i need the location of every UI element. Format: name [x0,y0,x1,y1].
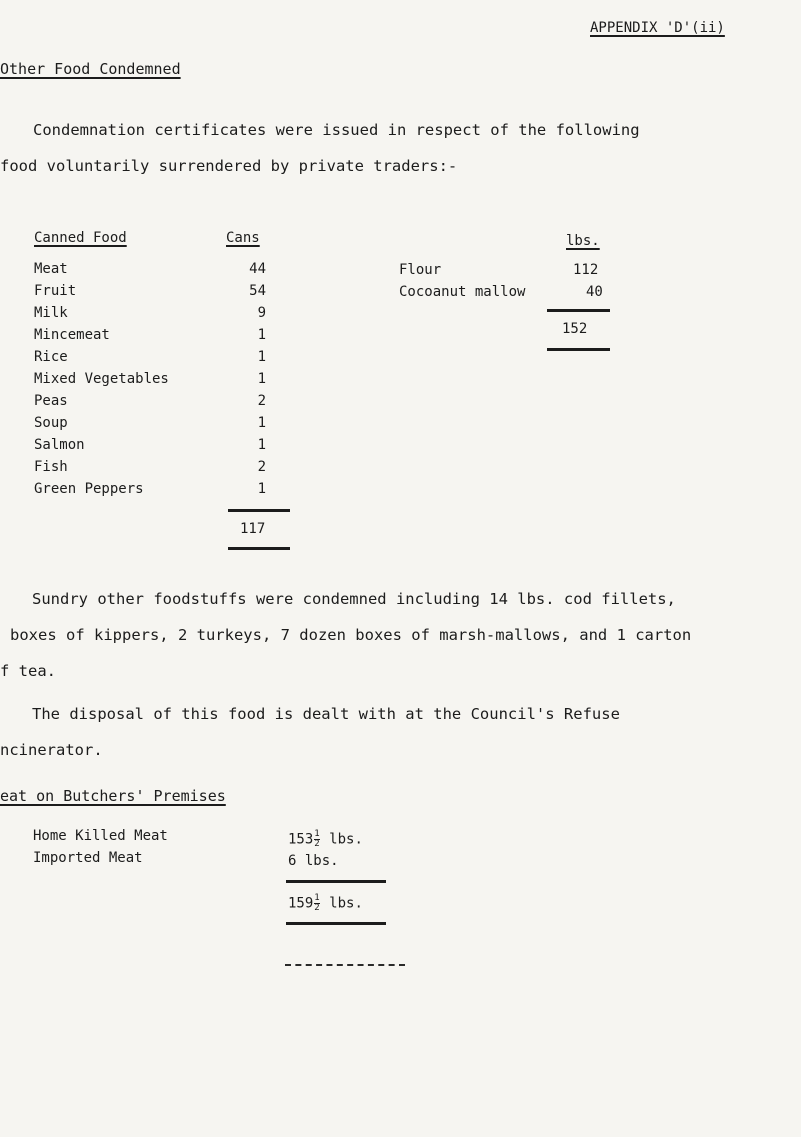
lbs-total: 152 [562,321,588,337]
canned-item: Soup [34,415,68,431]
other-weight: 112 [573,262,599,278]
cans-count: 1 [257,349,266,365]
cans-count: 2 [257,459,266,475]
section-title-other-food: Other Food Condemned [0,60,181,78]
weight-unit: lbs. [329,831,363,848]
lbs-total-rule-top [547,309,610,312]
sundry-line-1: Sundry other foodstuffs were condemned including 14 lbs. cod fillets, [32,590,676,608]
cans-count: 1 [257,437,266,453]
weight-whole: 153 [288,831,314,848]
canned-item: Fruit [34,283,77,299]
canned-food-header: Canned Food [34,230,127,246]
canned-item: Green Peppers [34,481,144,497]
weight-fraction: $\frac{1}{2}$ [314,893,320,913]
weight-fraction: $\frac{1}{2}$ [314,829,320,849]
canned-item: Mincemeat [34,327,110,343]
cans-total: 117 [240,521,266,537]
canned-item: Salmon [34,437,85,453]
sundry-line-3: f tea. [0,662,56,680]
disposal-line-1: The disposal of this food is dealt with at the Council's Refuse [32,705,620,723]
cans-count: 2 [257,393,266,409]
section-title-butchers: eat on Butchers' Premises [0,787,226,805]
butchers-total [288,894,363,913]
cans-count: 1 [257,481,266,497]
canned-item: Rice [34,349,68,365]
cans-count: 54 [249,283,266,299]
butchers-weight [288,830,363,849]
canned-item: Mixed Vegetables [34,371,169,387]
butchers-item: Imported Meat [33,850,143,866]
weight-whole: 6 [288,853,297,869]
cans-count: 44 [249,261,266,277]
weight-unit: lbs. [304,853,339,869]
canned-item: Meat [34,261,68,277]
intro-line-2: food voluntarily surrendered by private traders:- [0,157,458,175]
butchers-total-rule-top [286,880,386,883]
lbs-total-rule-bottom [547,348,610,351]
butchers-item: Home Killed Meat [33,828,168,844]
cans-total-rule-top [228,509,290,512]
appendix-label: APPENDIX 'D'(ii) [590,20,725,36]
weight-whole: 159 [288,895,314,912]
cans-total-rule-bottom [228,547,290,550]
canned-item: Milk [34,305,68,321]
cans-count: 1 [257,371,266,387]
canned-item: Peas [34,393,68,409]
butchers-weight [288,853,339,869]
disposal-line-2: ncinerator. [0,741,103,759]
end-dashed-rule [285,964,405,966]
other-item: Cocoanut mallow [399,284,526,300]
cans-header: Cans [226,230,260,246]
sundry-line-2: boxes of kippers, 2 turkeys, 7 dozen boxes of marsh-mallows, and 1 carton [10,626,692,644]
other-weight: 40 [586,284,603,300]
weight-unit: lbs. [329,895,363,912]
cans-count: 9 [257,305,266,321]
butchers-total-rule-bottom [286,922,386,925]
lbs-header: lbs. [566,233,600,249]
intro-line-1: Condemnation certificates were issued in respect of the following [33,121,640,139]
other-item: Flour [399,262,442,278]
cans-count: 1 [257,327,266,343]
canned-item: Fish [34,459,68,475]
cans-count: 1 [257,415,266,431]
